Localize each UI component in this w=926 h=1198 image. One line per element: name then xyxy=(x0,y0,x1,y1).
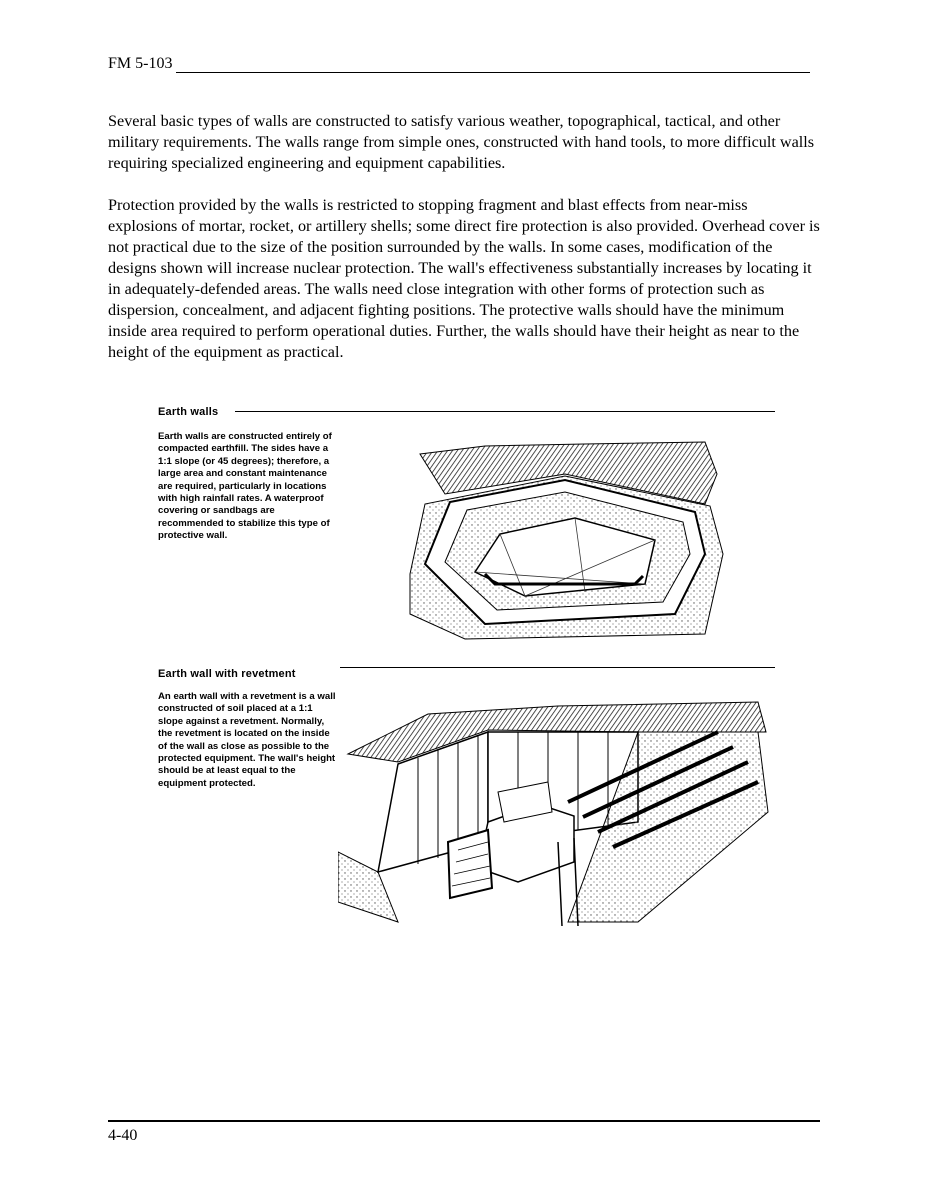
page-number: 4-40 xyxy=(108,1127,138,1144)
figure-caption-earth-wall-revetment: An earth wall with a revetment is a wall constructed of soil placed at a 1:1 slope against a revetment. Normally, the revetment is located on the inside of the wall as close as possible to the protected equipment. The wall's height should be at least equal to the equipment protected. xyxy=(158,691,336,789)
earth-wall-illustration xyxy=(405,434,725,644)
figure-caption-earth-walls: Earth walls are constructed entirely of compacted earthfill. The sides have a 1:1 slope (or 45 degrees); therefore, a large area and constant maintenance are required, particularly in locations with high rainfall rates. A waterproof covering or sandbags are recommended to stabilize this type of protective wall. xyxy=(158,431,332,542)
paragraph-wall-types: Several basic types of walls are constructed to satisfy various weather, topographical, tactical, and other military requirements. The walls range from simple ones, constructed with hand tools, to more difficult walls requiring specialized engineering and equipment capabilities. xyxy=(108,112,815,172)
paragraph-wall-protection: Protection provided by the walls is restricted to stopping fragment and blast effects from near-miss explosions of mortar, rocket, or artillery shells; some direct fire protection is also provided. Overhead cover is not practical due to the size of the position surrounded by the walls. In some cases, modification of the designs shown will increase nuclear protection. The wall's effectiveness substantially increases by locating it in adequately-defended areas. The walls need close integration with other forms of protection such as dispersion, concealment, and adjacent fighting positions. The protective walls should have the minimum inside area required to perform operational duties. Further, the walls should have their height as near to the height of the equipment as practical. xyxy=(108,196,820,361)
figure-title-earth-wall-revetment: Earth wall with revetment xyxy=(158,668,296,680)
footer-rule xyxy=(108,1120,820,1122)
header-rule xyxy=(176,72,810,73)
revetment-wall-illustration xyxy=(338,692,770,926)
figure-title-earth-walls: Earth walls xyxy=(158,406,219,418)
figure-title-rule xyxy=(340,667,775,668)
figure-title-rule xyxy=(235,411,775,412)
page-header xyxy=(108,54,810,76)
document-code: FM 5-103 xyxy=(108,55,173,72)
